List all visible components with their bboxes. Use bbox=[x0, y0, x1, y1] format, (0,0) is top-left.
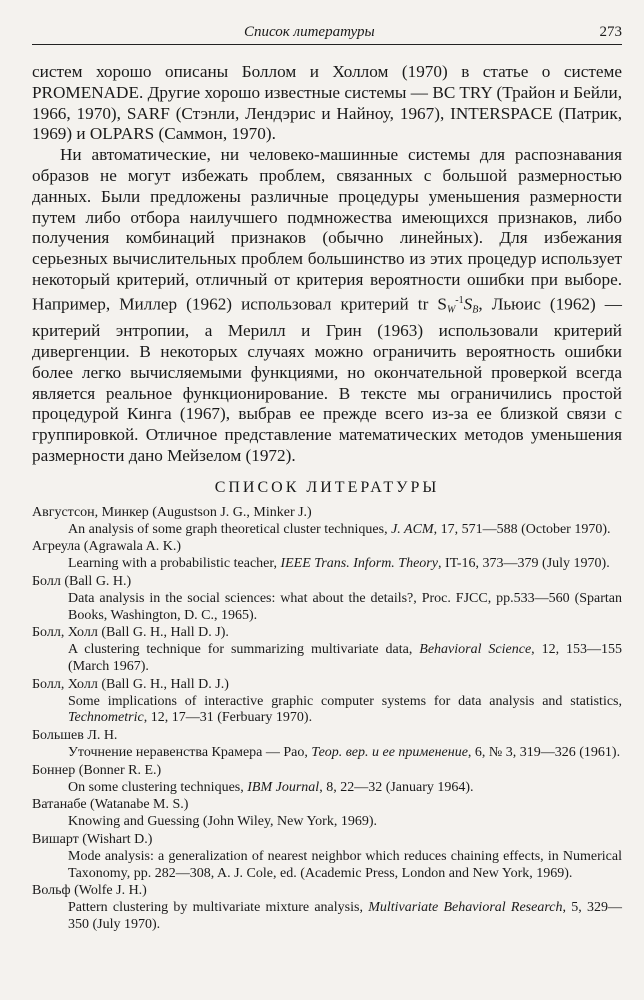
reference-detail-text: Learning with a probabilistic teacher, bbox=[68, 556, 281, 572]
reference-detail bbox=[32, 900, 622, 934]
formula-superscript: -1 bbox=[455, 294, 464, 306]
reference-detail-end: , 6, № 3, 319—326 (1961). bbox=[467, 745, 621, 761]
reference-detail-end: , 5, 329—350 (July 1970). bbox=[68, 900, 622, 932]
reference-detail bbox=[32, 591, 622, 625]
reference-detail-text: Some implications of interactive graphic computer systems for data analysis and statistics, bbox=[68, 693, 622, 709]
reference-detail-end: , 17, 571—588 (October 1970). bbox=[433, 521, 611, 537]
reference-authors: Агреула (Agrawala A. K.) bbox=[32, 539, 181, 555]
reference-detail-end: , IT-16, 373—379 (July 1970). bbox=[437, 556, 610, 572]
reference-authors: Ватанабе (Watanabe M. S.) bbox=[32, 797, 189, 813]
reference-detail-text: Data analysis in the social sciences: what about the details?, Proc. FJCC, pp.533—560 (Spartan Books, Washington, D. C., 1965). bbox=[68, 590, 622, 623]
paragraph-2-text-end: , Льюис (1962) — критерий энтропии, а Мерилл и Грин (1963) использовали критерий дивергенции. В некоторых случаях можно ограничить вероятность ошибки более легко вычисляемыми функциями, но окончательной проверкой всегда является реальное функционирование. В тексте мы ограничились простой процедурой Кинга (1967), выбрав ее прежде всего из-за ее близкой связи с группировкой. Отличное представление математических методов уменьшения размерности дано Мейзелом (1972). bbox=[32, 294, 622, 466]
reference-detail-text: Mode analysis: a generalization of nearest neighbor which reduces chaining effects, in Numerical Taxonomy, pp. 282—308, A. J. Cole, ed. (Academic Press, London and New York, 1969). bbox=[68, 848, 622, 881]
reference-entry bbox=[32, 728, 622, 762]
book-page bbox=[32, 0, 622, 932]
reference-authors: Большев Л. Н. bbox=[32, 728, 118, 744]
reference-detail bbox=[32, 556, 622, 573]
reference-authors: Вольф (Wolfe J. H.) bbox=[32, 883, 147, 899]
reference-entry bbox=[32, 883, 622, 933]
reference-source-title: Behavioral Science bbox=[419, 642, 532, 658]
reference-entry bbox=[32, 797, 622, 831]
reference-authors: Боннер (Bonner R. E.) bbox=[32, 762, 162, 778]
reference-detail-text: Knowing and Guessing (John Wiley, New York, 1969). bbox=[68, 814, 377, 830]
running-header-title: Список литературы bbox=[244, 24, 375, 40]
paragraph-2-text-start: Ни автоматические, ни человеко-машинные системы для распознавания образов не могут избежать проблем, связанных с большой размерностью данных. Были предложены различные процедуры уменьшения размерности путем либо отбора наилучшего подмножества имеющихся признаков, либо получения комбинаций признаков (обычно линейных). Для избежания серьезных вычислительных проблем большинство из этих процедур использует некоторый критерий, отличный от критерия вероятности ошибки при выборе. Например, Миллер (1962) использовал критерий tr S bbox=[32, 145, 622, 314]
reference-detail-end: , 8, 22—32 (January 1964). bbox=[319, 779, 474, 795]
reference-detail bbox=[32, 745, 622, 762]
reference-detail bbox=[32, 780, 622, 797]
references-list bbox=[32, 505, 622, 934]
reference-detail-end: , 12, 17—31 (Ferbuary 1970). bbox=[143, 710, 313, 726]
reference-source-title: Technometric bbox=[68, 710, 144, 726]
reference-detail bbox=[32, 849, 622, 883]
reference-detail-text: Уточнение неравенства Крамера — Рао, bbox=[68, 745, 312, 761]
reference-source-title: IEEE Trans. Inform. Theory bbox=[280, 556, 438, 572]
reference-detail-text: Pattern clustering by multivariate mixture analysis, bbox=[68, 900, 369, 916]
reference-source-title: J. ACM bbox=[391, 521, 434, 537]
reference-detail bbox=[32, 694, 622, 728]
reference-entry bbox=[32, 574, 622, 624]
paragraph-1 bbox=[32, 62, 622, 145]
reference-entry bbox=[32, 677, 622, 727]
reference-detail-text: A clustering technique for summarizing multivariate data, bbox=[68, 642, 420, 658]
formula-s: S bbox=[463, 294, 473, 314]
references-heading: СПИСОК ЛИТЕРАТУРЫ bbox=[214, 478, 440, 496]
reference-source-title: IBM Journal bbox=[247, 779, 320, 795]
reference-authors: Болл, Холл (Ball G. H., Hall D. J.) bbox=[32, 676, 229, 692]
reference-entry bbox=[32, 763, 622, 797]
running-header bbox=[32, 0, 622, 42]
body-text bbox=[32, 62, 622, 935]
reference-source-title: Multivariate Behavioral Research bbox=[368, 900, 563, 916]
reference-authors: Болл (Ball G. H.) bbox=[32, 574, 132, 590]
reference-entry bbox=[32, 505, 622, 539]
reference-detail-text: An analysis of some graph theoretical cluster techniques, bbox=[68, 521, 392, 537]
paragraph-2 bbox=[32, 145, 622, 467]
reference-entry bbox=[32, 625, 622, 675]
paragraph-1-text: систем хорошо описаны Боллом и Холлом (1970) в статье о системе PROMENADE. Другие хорошо известные системы — BC TRY (Трайон и Бейли, 1966, 1970), SARF (Стэнли, Лендэрис и Найноу, 1967), INTERSPACE (Патрик, 1969) и OLPARS (Саммон, 1970). bbox=[32, 62, 622, 144]
reference-source-title: Теор. вер. и ее применение bbox=[311, 745, 468, 761]
reference-entry bbox=[32, 539, 622, 573]
reference-detail-end: , 12, 153—155 (March 1967). bbox=[68, 642, 622, 675]
formula-subscript-w: W bbox=[446, 304, 456, 316]
page-number: 273 bbox=[599, 24, 622, 40]
reference-entry bbox=[32, 832, 622, 882]
reference-authors: Болл, Холл (Ball G. H., Hall D. J). bbox=[32, 625, 229, 641]
formula-subscript-b: B bbox=[472, 304, 479, 316]
reference-authors: Вишарт (Wishart D.) bbox=[32, 832, 153, 848]
header-divider bbox=[32, 44, 622, 45]
reference-authors: Августсон, Минкер (Augustson J. G., Minker J.) bbox=[32, 504, 312, 520]
reference-detail-text: On some clustering techniques, bbox=[68, 779, 248, 795]
reference-detail bbox=[32, 642, 622, 676]
reference-detail bbox=[32, 522, 622, 539]
reference-detail bbox=[32, 814, 622, 831]
